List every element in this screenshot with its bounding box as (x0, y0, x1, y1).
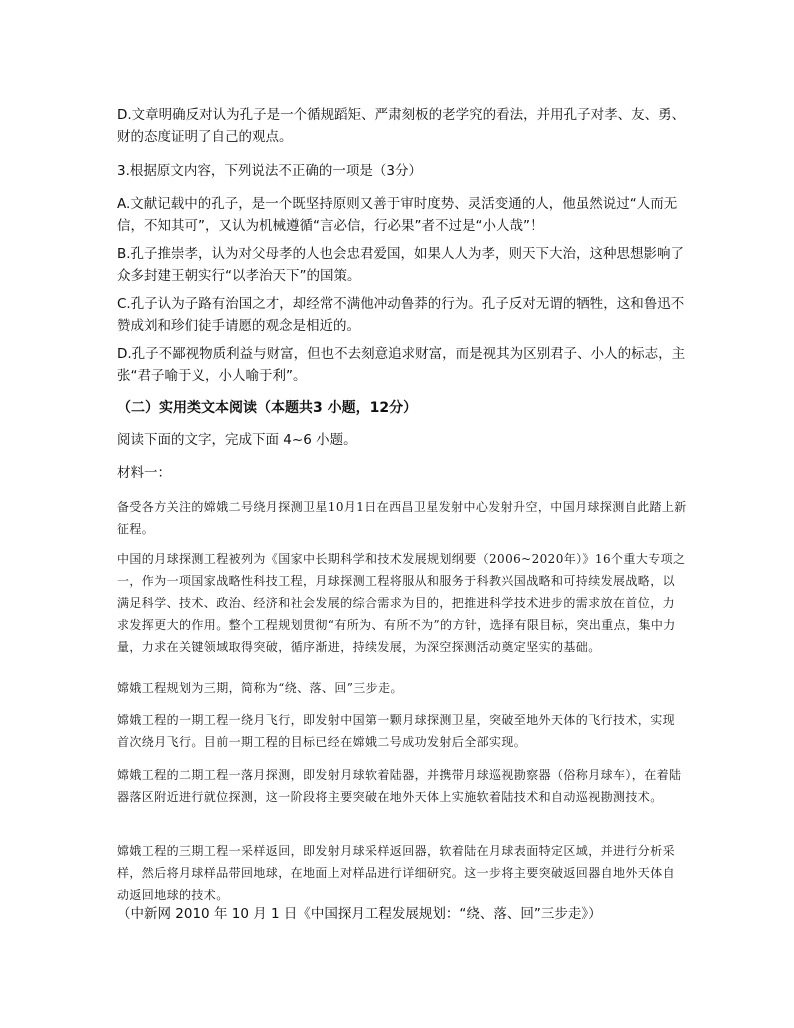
source-citation: （中新网 2010 年 10 月 1 日《中国探月工程发展规划：“绕、落、回”三步走》） (117, 906, 602, 922)
q2-option-d: D.文章明确反对认为孔子是一个循规蹈矩、严肃刻板的老学究的看法，并用孔子对孝、友、勇、财的态度证明了自己的观点。 (117, 107, 686, 145)
section-instruction: 阅读下面的文字，完成下面 4~6 小题。 (117, 432, 357, 448)
q3-option-c: C.孔子认为子路有治国之才，却经常不满他冲动鲁莽的行为。孔子反对无谓的牺牲，这和鲁迅不赞成刘和珍们徒手请愿的观念是相近的。 (117, 296, 685, 334)
q3-option-a: A.文献记载中的孔子，是一个既坚持原则又善于审时度势、灵活变通的人，他虽然说过“人而无信，不知其可”，又认为机械遵循“言必信，行必果”者不过是“小人哉”！ (117, 196, 678, 234)
q3-option-d: D.孔子不鄙视物质利益与财富，但也不去刻意追求财富，而是视其为区别君子、小人的标志，主张“君子喻于义，小人喻于利”。 (117, 346, 686, 384)
material-paragraph: 嫦娥工程规划为三期，简称为“绕、落、回”三步走。 (117, 681, 403, 695)
material-paragraph: 嫦娥工程的二期工程一落月探测，即发射月球软着陆器，并携带月球巡视勘察器（俗称月球车），在着陆器落区附近进行就位探测，这一阶段将主要突破在地外天体上实施软着陆技术和自动巡视勘测技术。 (117, 768, 682, 804)
material-paragraph: 嫦娥工程的三期工程一采样返回，即发射月球采样返回器，软着陆在月球表面特定区域，并进行分析采样，然后将月球样品带回地球，在地面上对样品进行详细研究。这一步将主要突破返回器自地外天体自动返回地球的技术。 (117, 844, 676, 902)
material-paragraph: 嫦娥工程的一期工程一绕月飞行，即发射中国第一颗月球探测卫星，突破至地外天体的飞行技术，实现首次绕月飞行。目前一期工程的目标已经在嫦娥二号成功发射后全部实现。 (117, 713, 676, 749)
material-label: 材料一： (117, 465, 171, 481)
material-paragraph: 中国的月球探测工程被列为《国家中长期科学和技术发展规划纲要（2006~2020年）》16个重大专项之一，作为一项国家战略性科技工程，月球探测工程将服从和服务于科教兴国战略和可持续发展战略，以满足科学、技术、政治、经济和社会发展的综合需求为目的，把推进科学技术进步的需求放在首位，力求发挥更大的作用。整个工程规划贯彻“有所为、有所不为”的方针，选择有限目标，突出重点，集中力量，力求在关键领域取得突破，循序渐进，持续发展，为深空探测活动奠定坚实的基础。 (117, 552, 686, 654)
section-heading: （二）实用类文本阅读（本题共3 小题，12分） (117, 400, 418, 416)
q3-stem: 3.根据原文内容，下列说法不正确的一项是（3分） (117, 163, 422, 179)
material-paragraph: 备受各方关注的嫦娥二号绕月探测卫星10月1日在西昌卫星发射中心发射升空，中国月球探测自此踏上新征程。 (117, 500, 687, 536)
q3-option-b: B.孔子推崇孝，认为对父母孝的人也会忠君爱国，如果人人为孝，则天下大治，这种思想影响了众多封建王朝实行“以孝治天下”的国策。 (117, 246, 685, 284)
